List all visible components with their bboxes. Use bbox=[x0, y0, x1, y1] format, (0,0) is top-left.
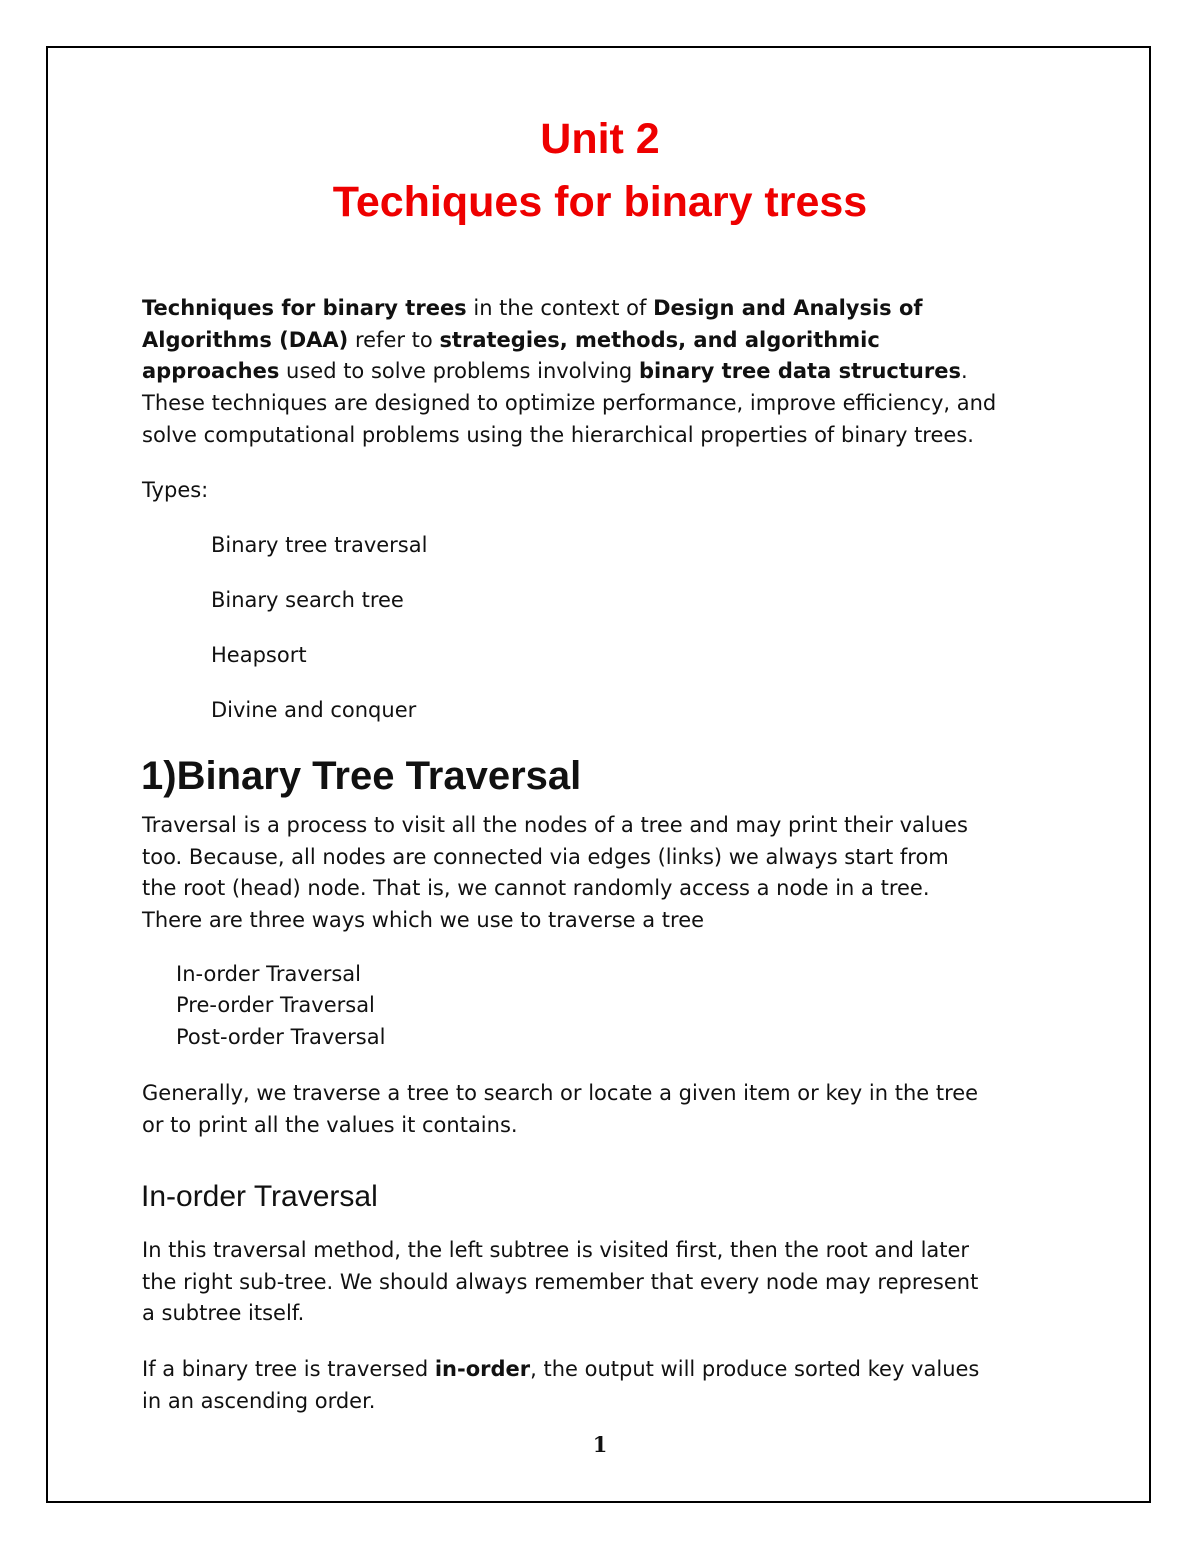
subheading-in-order-traversal: In-order Traversal bbox=[141, 1180, 378, 1213]
traversal-way-item: Post-order Traversal bbox=[176, 1025, 386, 1049]
intro-line-2: Algorithms (DAA) refer to strategies, methods, and algorithmic bbox=[142, 327, 880, 352]
inorder-line: In this traversal method, the left subtree is visited first, then the root and later bbox=[142, 1238, 970, 1262]
intro-line-1: Techniques for binary trees in the context of Design and Analysis of bbox=[142, 296, 923, 320]
types-item: Heapsort bbox=[211, 643, 307, 667]
generally-line: Generally, we traverse a tree to search or locate a given item or key in the tree bbox=[142, 1081, 979, 1105]
intro-line-5: solve computational problems using the hierarchical properties of binary trees. bbox=[142, 422, 974, 447]
types-label: Types: bbox=[142, 478, 209, 502]
traversal-line: the root (head) node. That is, we cannot randomly access a node in a tree. bbox=[142, 876, 930, 901]
types-item: Binary search tree bbox=[211, 588, 404, 612]
generally-paragraph bbox=[142, 1078, 978, 1141]
generally-line: or to print all the values it contains. bbox=[142, 1112, 518, 1137]
traversal-line: Traversal is a process to visit all the nodes of a tree and may print their values bbox=[142, 813, 968, 837]
types-item: Divine and conquer bbox=[211, 698, 417, 722]
document-title-topic: Techiques for binary tress bbox=[332, 178, 868, 226]
traversal-way-item: In-order Traversal bbox=[176, 962, 362, 986]
traversal-way-item: Pre-order Traversal bbox=[176, 993, 375, 1017]
inorder-sorted-paragraph bbox=[142, 1354, 979, 1417]
intro-paragraph bbox=[142, 293, 996, 452]
sorted-line-2: in an ascending order. bbox=[142, 1388, 376, 1413]
traversal-line: There are three ways which we use to traverse a tree bbox=[142, 908, 705, 933]
page-number: 1 bbox=[592, 1432, 608, 1457]
sorted-line-1: If a binary tree is traversed in-order, the output will produce sorted key values bbox=[142, 1357, 980, 1381]
intro-line-3: approaches used to solve problems involving binary tree data structures. bbox=[142, 359, 968, 384]
types-item: Binary tree traversal bbox=[211, 533, 428, 557]
inorder-line: the right sub-tree. We should always remember that every node may represent bbox=[142, 1269, 979, 1294]
traversal-paragraph bbox=[142, 810, 968, 937]
document-title-unit: Unit 2 bbox=[540, 115, 660, 163]
intro-line-4: These techniques are designed to optimize performance, improve efficiency, and bbox=[142, 391, 997, 416]
section-heading-binary-tree-traversal: 1)Binary Tree Traversal bbox=[141, 754, 582, 798]
inorder-line: a subtree itself. bbox=[142, 1301, 305, 1326]
traversal-line: too. Because, all nodes are connected via edges (links) we always start from bbox=[142, 844, 949, 869]
inorder-paragraph bbox=[142, 1235, 978, 1330]
